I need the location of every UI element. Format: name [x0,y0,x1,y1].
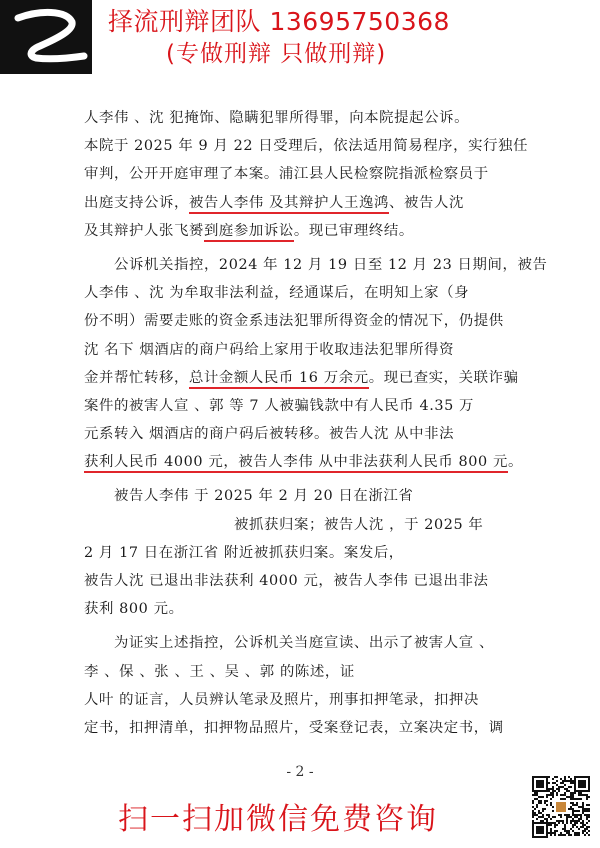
brand-logo [0,0,92,74]
line-text: 元系转入 烟酒店的商户码后被转移。被告人沈 从中非法 [84,426,455,443]
text-line [84,307,554,335]
text-line [84,686,554,714]
text-line [84,420,554,448]
text-line [84,392,554,420]
line-text: 人叶 的证言，人员辨认笔录及照片，刑事扣押笔录，扣押决 [84,691,479,708]
text-line [84,658,554,686]
line-text: 获利 800 元。 [84,601,184,618]
highlighted-text: 总计金额人民币 16 万余元 [189,370,369,389]
line-text: 。现已查实，关联诈骗 [368,369,519,386]
text-line [84,132,554,160]
line-text: 。 [507,454,523,471]
text-line [84,567,554,595]
line-text: 被告人李伟 于 2025 年 2 月 20 日在浙江省 [114,488,414,505]
text-line [84,336,554,364]
line-text: 审判，公开开庭审理了本案。浦江县人民检察院指派检察员于 [84,166,489,183]
highlighted-text: 到庭参加诉讼 [204,223,294,242]
line-text: 及其辩护人张飞赟 [84,222,204,239]
line-text: 沈 名下 烟酒店的商户码给上家用于收取违法犯罪所得资 [84,341,455,358]
line-text: 案件的被害人宣 、郭 等 7 人被骗钱款中有人民币 4.35 万 [84,397,475,414]
document-body [84,104,554,742]
line-text: 份不明）需要走账的资金系违法犯罪所得资金的情况下，仍提供 [84,313,504,330]
text-line [84,217,554,245]
line-text: 被抓获归案；被告人沈 ，于 2025 年 [234,516,484,533]
line-text: 公诉机关指控，2024 年 12 月 19 日至 12 月 23 日期间，被告 [114,256,548,273]
page-number: - 2 - [286,764,314,780]
line-text: 被告人沈 已退出非法获利 4000 元，被告人李伟 已退出非法 [84,573,489,589]
line-text: 本院于 2025 年 9 月 22 日受理后，依法适用简易程序，实行独任 [84,138,529,155]
footer-cta: 扫一扫加微信免费咨询 [118,802,438,837]
text-line [84,104,554,132]
line-text: 为证实上述指控，公诉机关当庭宣读、出示了被害人宣 、 [114,635,494,652]
line-text: 李 、保 、张 、王 、吴 、郭 的陈述，证 [84,663,355,680]
line-text: 人李伟 、沈 为牟取非法利益，经通谋后，在明知上家（身 [84,285,470,302]
highlighted-text: 获利人民币 4000 元，被告人李伟 从中非法获利人民币 800 元 [84,454,508,473]
paragraph [84,482,554,623]
line-text: 、被告人沈 [389,194,464,211]
text-line [84,279,554,307]
paragraph [84,629,554,742]
text-line [84,160,554,188]
text-line [84,482,554,510]
text-line [84,511,554,539]
paragraph [84,104,554,245]
line-text: 人李伟 、沈 犯掩饰、隐瞒犯罪所得罪，向本院提起公诉。 [84,110,470,126]
header-phone: 择流刑辩团队 13695750368 [108,7,450,36]
text-line [84,629,554,657]
line-text: 金并帮忙转移， [84,369,189,386]
text-line [84,595,554,623]
line-text: 。现已审理终结。 [293,222,414,239]
line-text: 定书，扣押清单，扣押物品照片，受案登记表，立案决定书，调 [84,719,504,736]
text-line [84,714,554,742]
paragraph [84,251,554,477]
line-text: 出庭支持公诉， [84,194,189,211]
header-slogan: (专做刑辩 只做刑辩) [166,41,387,67]
highlighted-text: 被告人李伟 及其辩护人王逸鸿 [189,195,389,214]
text-line [84,189,554,217]
text-line [84,448,554,476]
text-line [84,364,554,392]
text-line [84,539,554,567]
text-line [84,251,554,279]
qr-code-icon[interactable] [530,774,592,840]
line-text: 2 月 17 日在浙江省 附近被抓获归案。案发后， [84,544,404,561]
